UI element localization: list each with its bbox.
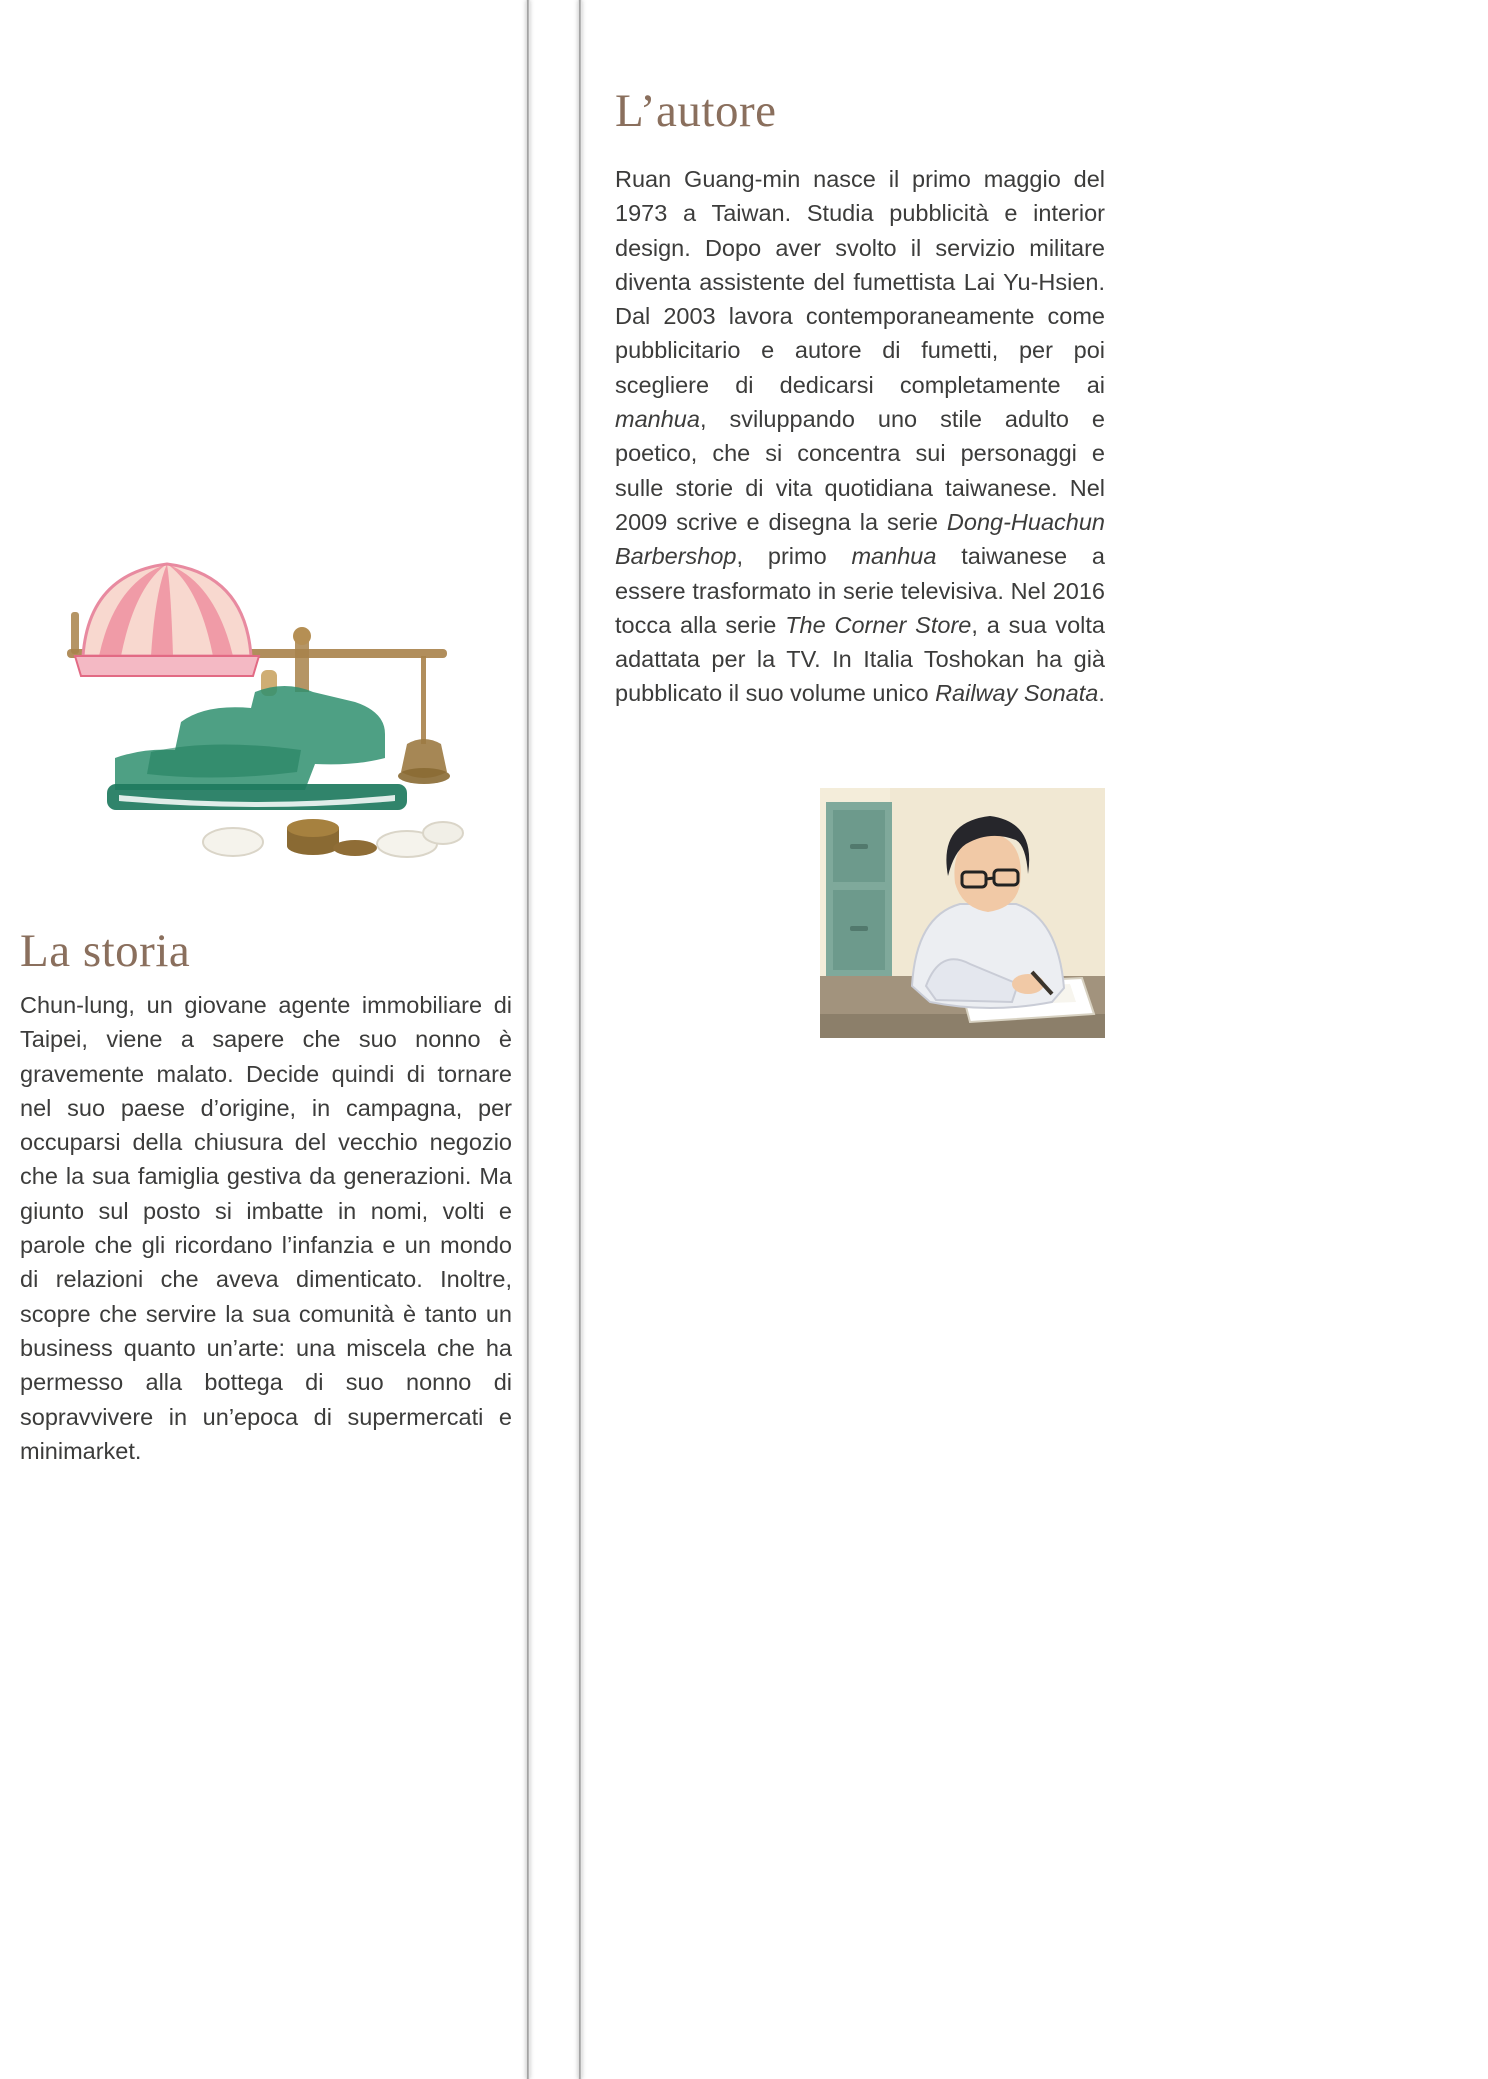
right-flap	[580, 0, 1488, 2079]
story-paragraph: Chun-lung, un giovane agente immobiliare di Taipei, viene a sapere che suo nonno è gravemente malato. Decide quindi di tornare nel suo paese d’origine, in campagna, per occuparsi della chiusura del vecchio negozio che la sua famiglia gestiva da generazioni. Ma giunto sul posto si imbatte in nomi, volti e parole che gli ricordano l’infanzia e un mondo di relazioni che aveva dimenticato. Inoltre, scopre che servire la sua comunità è tanto un business quanto un’arte: una miscela che ha permesso alla bottega di suo nonno di sopravvivere in un’epoca di supermercati e minimarket.	[20, 992, 512, 1464]
story-heading: La storia	[20, 925, 191, 977]
bio-segment: , primo	[736, 543, 852, 570]
bio-segment: , a sua volta adattata per la TV. In Italia Toshokan ha già pubblicato il suo volume unico	[615, 611, 1105, 707]
bio-segment-italic: Dong-Huachun Barbershop	[615, 508, 1105, 570]
bio-segment: , sviluppando uno stile adulto e poetico, che si concentra sui personaggi e sulle storie di vita quotidiana taiwanese. Nel 2009 scrive e disegna la serie	[615, 406, 1105, 535]
author-at-desk-drawing	[820, 788, 1105, 1038]
left-page-edge-line	[526, 0, 530, 2079]
bio-segment: Ruan Guang-min nasce il primo maggio del 1973 a Taiwan. Studia pubblicità e interior design. Dopo aver svolto il servizio militare diventa assistente del fumettista Lai Yu-Hsien. Dal 2003 lavora contemporaneamente come pubblicitario e autore di fumetti, per poi scegliere di dedicarsi completamente ai	[615, 166, 1105, 398]
author-heading: L’autore	[615, 85, 777, 137]
scale-illustration	[55, 552, 465, 862]
bio-segment: .	[1098, 680, 1105, 707]
bio-segment-italic: The Corner Store	[785, 611, 972, 638]
left-flap	[0, 0, 532, 2079]
author-paragraph	[615, 162, 1105, 711]
bio-segment-italic: manhua	[615, 406, 700, 433]
vintage-scale-watercolor	[55, 552, 465, 862]
bio-segment: taiwanese a essere trasformato in serie televisiva. Nel 2016 tocca alla serie	[615, 543, 1105, 638]
bio-segment-italic: Railway Sonata	[935, 680, 1099, 707]
bio-segment-italic: manhua	[851, 543, 937, 570]
author-illustration	[820, 788, 1105, 1038]
